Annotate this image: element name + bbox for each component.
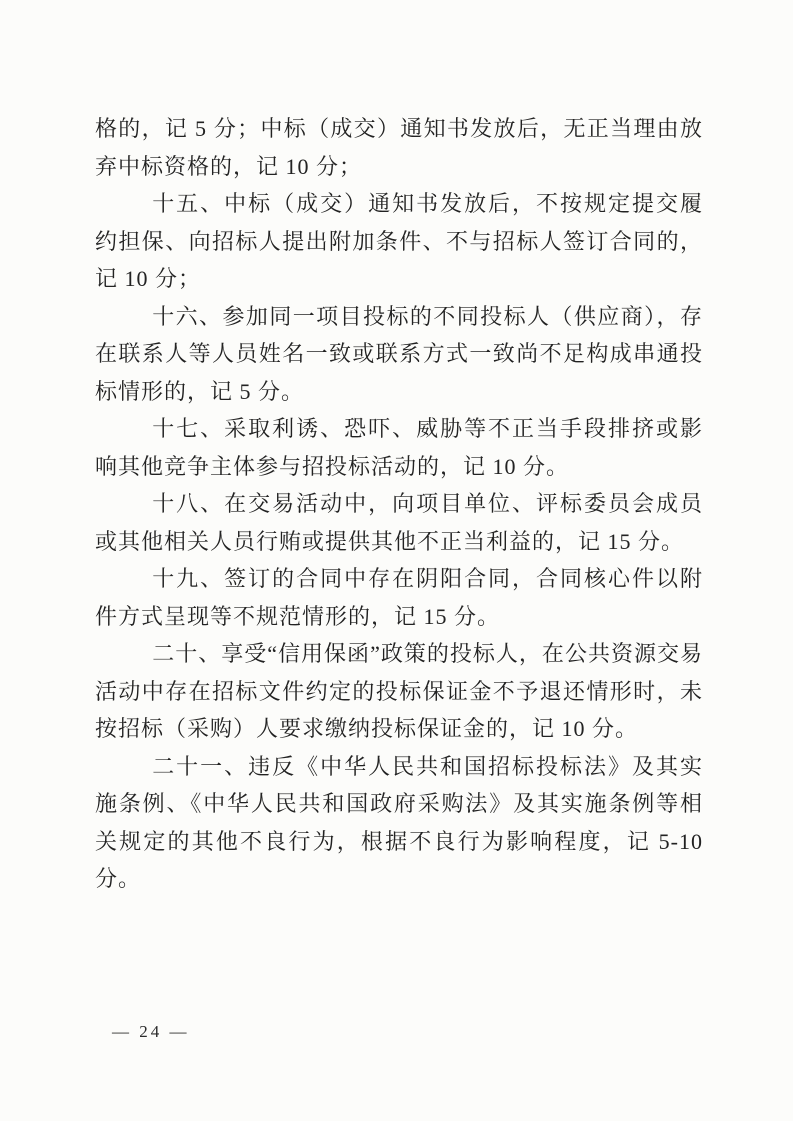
paragraph-item-17: 十七、采取利诱、恐吓、威胁等不正当手段排挤或影响其他竞争主体参与招投标活动的，记 10 分。 (95, 416, 703, 479)
paragraph-item-15: 十五、中标（成交）通知书发放后，不按规定提交履约担保、向招标人提出附加条件、不与招标人签订合同的，记 10 分； (95, 191, 703, 291)
page-number: — 24 — (112, 1022, 190, 1041)
document-body (95, 110, 703, 898)
paragraph-item-20: 二十、享受“信用保函”政策的投标人，在公共资源交易活动中存在招标文件约定的投标保证金不予退还情形时，未按招标（采购）人要求缴纳投标保证金的，记 10 分。 (95, 641, 703, 741)
paragraph-item-21: 二十一、违反《中华人民共和国招标投标法》及其实施条例、《中华人民共和国政府采购法》及其实施条例等相关规定的其他不良行为，根据不良行为影响程度，记 5-10 分。 (95, 753, 703, 891)
paragraph-continued: 格的，记 5 分；中标（成交）通知书发放后，无正当理由放弃中标资格的，记 10 分； (95, 116, 703, 179)
paragraph-item-19: 十九、签订的合同中存在阴阳合同，合同核心件以附件方式呈现等不规范情形的，记 15 分。 (95, 566, 703, 629)
paragraph-item-18: 十八、在交易活动中，向项目单位、评标委员会成员或其他相关人员行贿或提供其他不正当利益的，记 15 分。 (95, 491, 703, 554)
paragraph-item-16: 十六、参加同一项目投标的不同投标人（供应商），存在联系人等人员姓名一致或联系方式一致尚不足构成串通投标情形的，记 5 分。 (95, 303, 703, 404)
